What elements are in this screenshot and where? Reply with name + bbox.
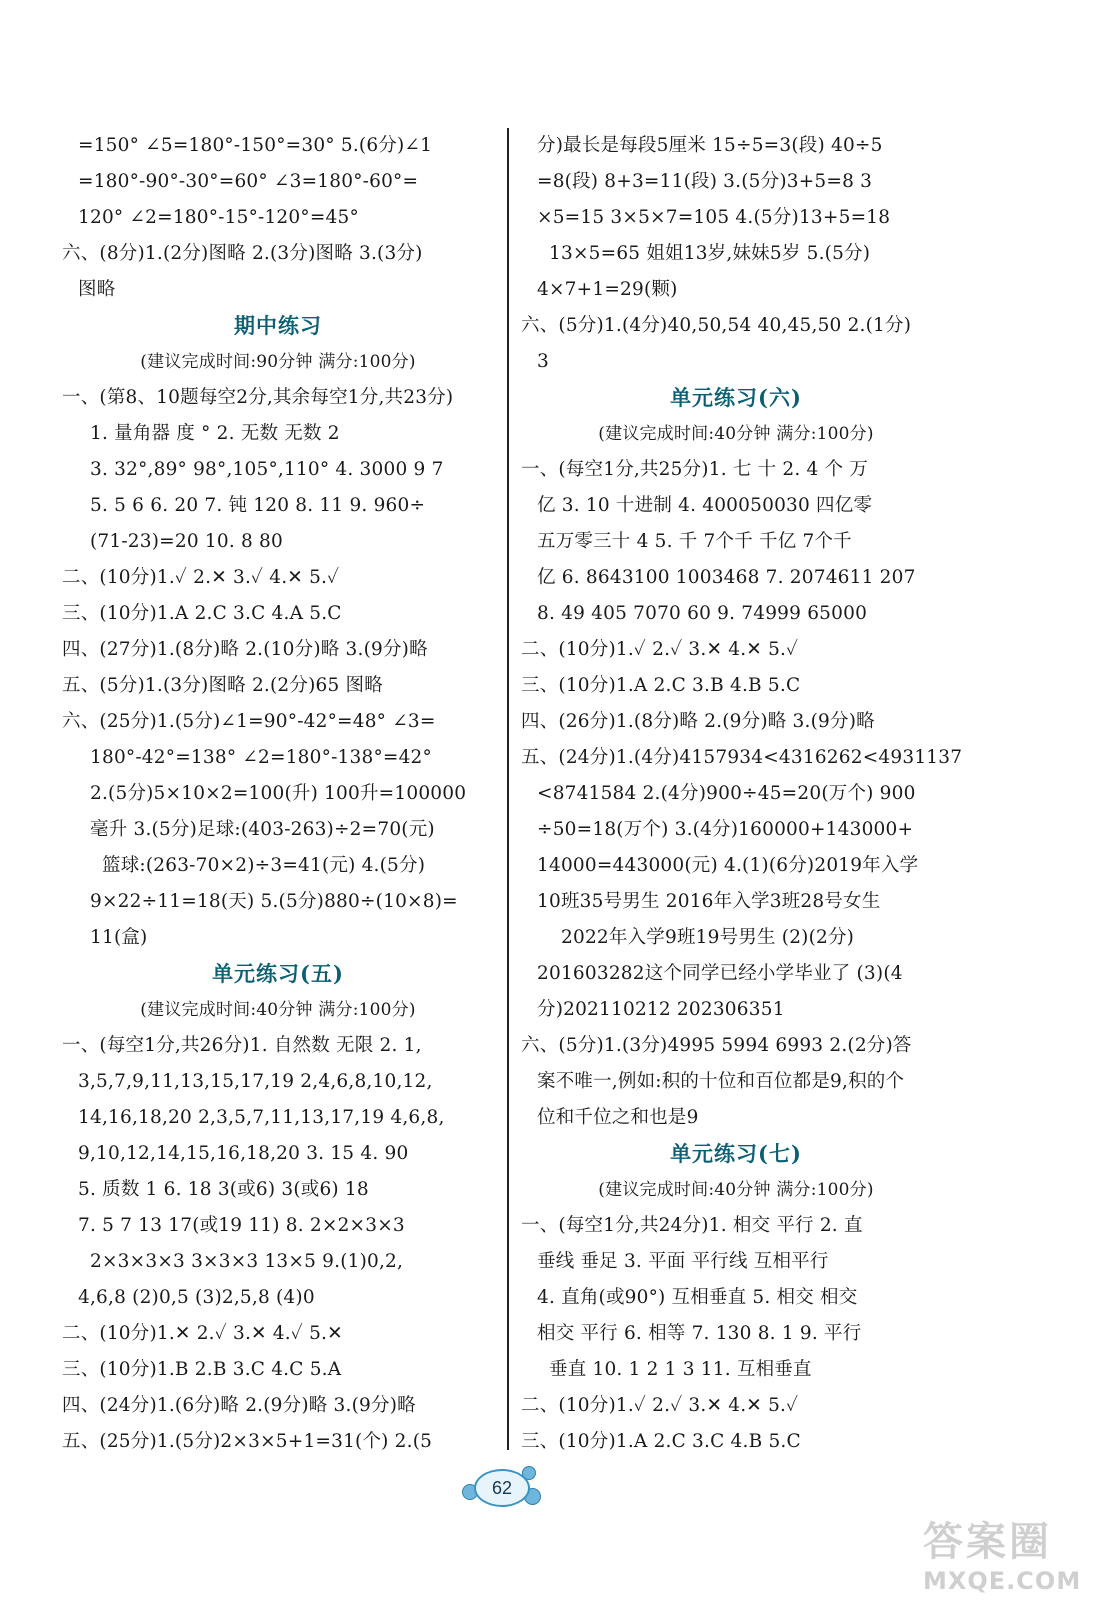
answer-line: 2×3×3×3 3×3×3 13×5 9.(1)0,2,: [90, 1251, 404, 1272]
answer-line: 5. 质数 1 6. 18 3(或6) 3(或6) 18: [78, 1179, 369, 1200]
section-subtitle: (建议完成时间:90分钟 满分:100分): [140, 352, 416, 372]
answer-line: 7. 5 7 13 17(或19 11) 8. 2×2×3×3: [78, 1215, 405, 1236]
answer-line: ×5=15 3×5×7=105 4.(5分)13+5=18: [537, 207, 891, 228]
answer-line: 四、(27分)1.(8分)略 2.(10分)略 3.(9分)略: [62, 639, 428, 660]
answer-line: 一、(每空1分,共25分)1. 七 十 2. 4 个 万: [521, 459, 869, 480]
watermark-logo: [923, 1510, 1093, 1595]
answer-line: 1. 量角器 度 ° 2. 无数 无数 2: [90, 423, 340, 444]
answer-line: 14000=443000(元) 4.(1)(6分)2019年入学: [537, 855, 919, 876]
section-heading: 单元练习(五): [212, 961, 344, 986]
answer-line: 分)最长是每段5厘米 15÷5=3(段) 40÷5: [537, 135, 883, 156]
answer-line: 篮球:(263-70×2)÷3=41(元) 4.(5分): [102, 855, 426, 876]
answer-line: 毫升 3.(5分)足球:(403-263)÷2=70(元): [90, 819, 435, 840]
answer-line: 位和千位之和也是9: [537, 1107, 699, 1128]
answer-line: 9×22÷11=18(天) 5.(5分)880÷(10×8)=: [90, 891, 458, 912]
answer-line: 亿 6. 8643100 1003468 7. 2074611 207: [537, 567, 916, 588]
answer-line: ÷50=18(万个) 3.(4分)160000+143000+: [537, 819, 914, 840]
answer-line: 201603282这个同学已经小学毕业了 (3)(4: [537, 963, 903, 984]
answer-line: 相交 平行 6. 相等 7. 130 8. 1 9. 平行: [537, 1323, 862, 1344]
answer-line: 2022年入学9班19号男生 (2)(2分): [561, 927, 855, 948]
answer-line: =150° ∠5=180°-150°=30° 5.(6分)∠1: [78, 135, 433, 156]
answer-line: 垂线 垂足 3. 平面 平行线 互相平行: [537, 1251, 829, 1272]
answer-line: 五万零三十 4 5. 千 7个千 千亿 7个千: [537, 531, 852, 552]
answer-line: 4,6,8 (2)0,5 (3)2,5,8 (4)0: [78, 1287, 315, 1308]
answer-line: 分)202110212 202306351: [537, 999, 785, 1020]
section-heading: 期中练习: [234, 313, 322, 338]
answer-line: 一、(每空1分,共26分)1. 自然数 无限 2. 1,: [62, 1035, 422, 1056]
answer-line: 四、(26分)1.(8分)略 2.(9分)略 3.(9分)略: [521, 711, 875, 732]
answer-line: 案不唯一,例如:积的十位和百位都是9,积的个: [537, 1071, 905, 1092]
answer-line: 五、(5分)1.(3分)图略 2.(2分)65 图略: [62, 675, 383, 696]
section-heading: 单元练习(七): [670, 1141, 802, 1166]
page-number: 62: [474, 1469, 530, 1507]
answer-line: 4×7+1=29(颗): [537, 279, 678, 300]
answer-line: 亿 3. 10 十进制 4. 400050030 四亿零: [537, 495, 873, 516]
left-column: [62, 128, 494, 1460]
answer-line: 9,10,12,14,15,16,18,20 3. 15 4. 90: [78, 1143, 409, 1164]
answer-line: 13×5=65 姐姐13岁,妹妹5岁 5.(5分): [549, 243, 871, 264]
answer-line: 六、(5分)1.(3分)4995 5994 6993 2.(2分)答: [521, 1035, 912, 1056]
watermark-title: 答案圈: [923, 1519, 1052, 1565]
answer-line: <8741584 2.(4分)900÷45=20(万个) 900: [537, 783, 916, 804]
answer-line: 三、(10分)1.A 2.C 3.C 4.B 5.C: [521, 1431, 801, 1452]
answer-line: 5. 5 6 6. 20 7. 钝 120 8. 11 9. 960÷: [90, 495, 426, 516]
section-heading: 单元练习(六): [670, 385, 802, 410]
answer-line: 五、(24分)1.(4分)4157934<4316262<4931137: [521, 747, 963, 768]
answer-line: 三、(10分)1.A 2.C 3.C 4.A 5.C: [62, 603, 342, 624]
answer-line: 3. 32°,89° 98°,105°,110° 4. 3000 9 7: [90, 459, 444, 480]
answer-line: 四、(24分)1.(6分)略 2.(9分)略 3.(9分)略: [62, 1395, 416, 1416]
answer-line: 三、(10分)1.A 2.C 3.B 4.B 5.C: [521, 675, 801, 696]
answer-line: =180°-90°-30°=60° ∠3=180°-60°=: [78, 171, 419, 192]
answer-line: =8(段) 8+3=11(段) 3.(5分)3+5=8 3: [537, 171, 873, 192]
answer-line: 垂直 10. 1 2 1 3 11. 互相垂直: [549, 1359, 812, 1380]
answer-line: 图略: [78, 279, 116, 300]
answer-line: 一、(第8、10题每空2分,其余每空1分,共23分): [62, 387, 454, 408]
answer-line: 4. 直角(或90°) 互相垂直 5. 相交 相交: [537, 1287, 858, 1308]
answer-line: 六、(5分)1.(4分)40,50,54 40,45,50 2.(1分): [521, 315, 912, 336]
answer-line: 14,16,18,20 2,3,5,7,11,13,17,19 4,6,8,: [78, 1107, 445, 1128]
answer-line: 一、(每空1分,共24分)1. 相交 平行 2. 直: [521, 1215, 863, 1236]
answer-line: 180°-42°=138° ∠2=180°-138°=42°: [90, 747, 432, 768]
answer-line: 8. 49 405 7070 60 9. 74999 65000: [537, 603, 868, 624]
section-subtitle: (建议完成时间:40分钟 满分:100分): [598, 424, 874, 444]
section-subtitle: (建议完成时间:40分钟 满分:100分): [140, 1000, 416, 1020]
answer-line: 二、(10分)1.✕ 2.✓ 3.✕ 4.✓ 5.✕: [62, 1323, 343, 1344]
answer-line: 五、(25分)1.(5分)2×3×5+1=31(个) 2.(5: [62, 1431, 433, 1452]
answer-line: 10班35号男生 2016年入学3班28号女生: [537, 891, 881, 912]
column-divider: [507, 128, 509, 1450]
answer-line: 二、(10分)1.✓ 2.✕ 3.✓ 4.✕ 5.✓: [62, 567, 340, 588]
answer-line: 三、(10分)1.B 2.B 3.C 4.C 5.A: [62, 1359, 342, 1380]
answer-line: 2.(5分)5×10×2=100(升) 100升=100000: [90, 783, 467, 804]
answer-line: (71-23)=20 10. 8 80: [90, 531, 283, 552]
right-column: [521, 128, 963, 1460]
answer-line: 六、(8分)1.(2分)图略 2.(3分)图略 3.(3分): [62, 243, 423, 264]
watermark-url: MXQE.COM: [923, 1567, 1082, 1595]
answer-line: 二、(10分)1.✓ 2.✓ 3.✕ 4.✕ 5.✓: [521, 1395, 799, 1416]
answer-line: 二、(10分)1.✓ 2.✓ 3.✕ 4.✕ 5.✓: [521, 639, 799, 660]
answer-line: 11(盒): [90, 927, 148, 948]
answer-line: 六、(25分)1.(5分)∠1=90°-42°=48° ∠3=: [62, 711, 436, 732]
answer-line: 3,5,7,9,11,13,15,17,19 2,4,6,8,10,12,: [78, 1071, 433, 1092]
section-subtitle: (建议完成时间:40分钟 满分:100分): [598, 1180, 874, 1200]
answer-line: 120° ∠2=180°-15°-120°=45°: [78, 207, 359, 228]
answer-line: 3: [537, 351, 549, 372]
